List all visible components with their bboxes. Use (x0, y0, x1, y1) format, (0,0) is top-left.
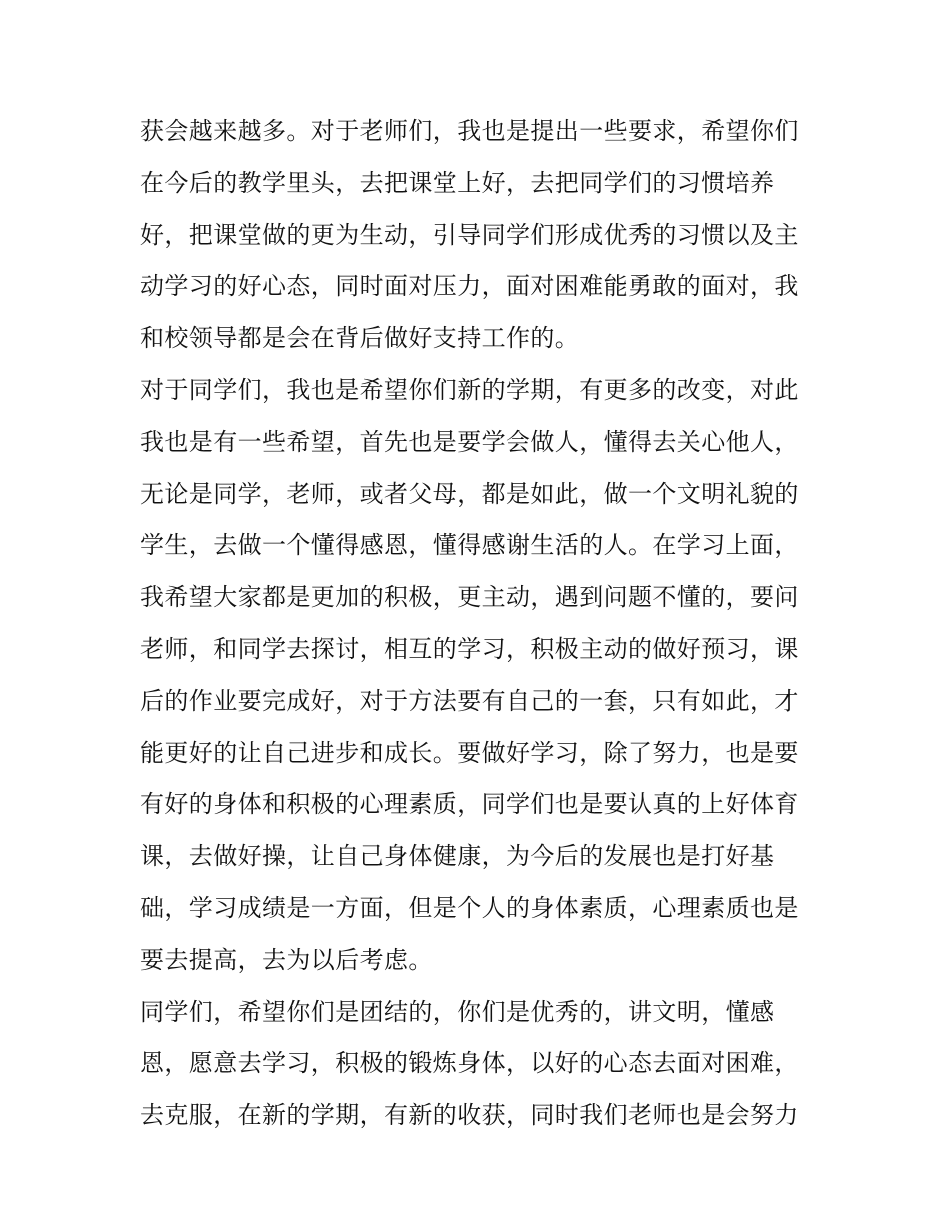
text-line: 无论是同学，老师，或者父母，都是如此，做一个文明礼貌的 (140, 479, 799, 508)
text-line: 在今后的教学里头，去把课堂上好，去把同学们的习惯培养 (140, 168, 775, 197)
text-line: 课，去做好操，让自己身体健康，为今后的发展也是打好基 (140, 842, 775, 871)
text-line: 获会越来越多。对于老师们，我也是提出一些要求，希望你们 (140, 117, 799, 145)
text-line: 好，把课堂做的更为生动，引导同学们形成优秀的习惯以及主 (140, 220, 799, 249)
text-line: 学生，去做一个懂得感恩，懂得感谢生活的人。在学习上面， (140, 531, 799, 560)
text-line: 我希望大家都是更加的积极，更主动，遇到问题不懂的，要问 (140, 583, 799, 612)
text-line: 能更好的让自己进步和成长。要做好学习，除了努力，也是要 (140, 738, 799, 767)
text-line: 和校领导都是会在背后做好支持工作的。 (140, 324, 580, 353)
text-line: 要去提高，去为以后考虑。 (140, 945, 433, 974)
text-line: 对于同学们，我也是希望你们新的学期，有更多的改变，对此 (140, 375, 799, 404)
text-line: 后的作业要完成好，对于方法要有自己的一套，只有如此，才 (140, 686, 799, 715)
text-line: 有好的身体和积极的心理素质，同学们也是要认真的上好体育 (140, 790, 799, 819)
text-line: 老师，和同学去探讨，相互的学习，积极主动的做好预习，课 (140, 634, 799, 663)
text-line: 去克服，在新的学期，有新的收获，同时我们老师也是会努力 (140, 1101, 799, 1130)
text-line: 动学习的好心态，同时面对压力，面对困难能勇敢的面对，我 (140, 272, 799, 301)
text-line: 础，学习成绩是一方面，但是个人的身体素质，心理素质也是 (140, 893, 799, 922)
text-line: 恩，愿意去学习，积极的锻炼身体，以好的心态去面对困难， (140, 1049, 799, 1078)
text-line: 同学们，希望你们是团结的，你们是优秀的，讲文明，懂感 (140, 997, 775, 1026)
body-text (140, 106, 820, 1142)
text-line: 我也是有一些希望，首先也是要学会做人，懂得去关心他人， (140, 427, 799, 456)
